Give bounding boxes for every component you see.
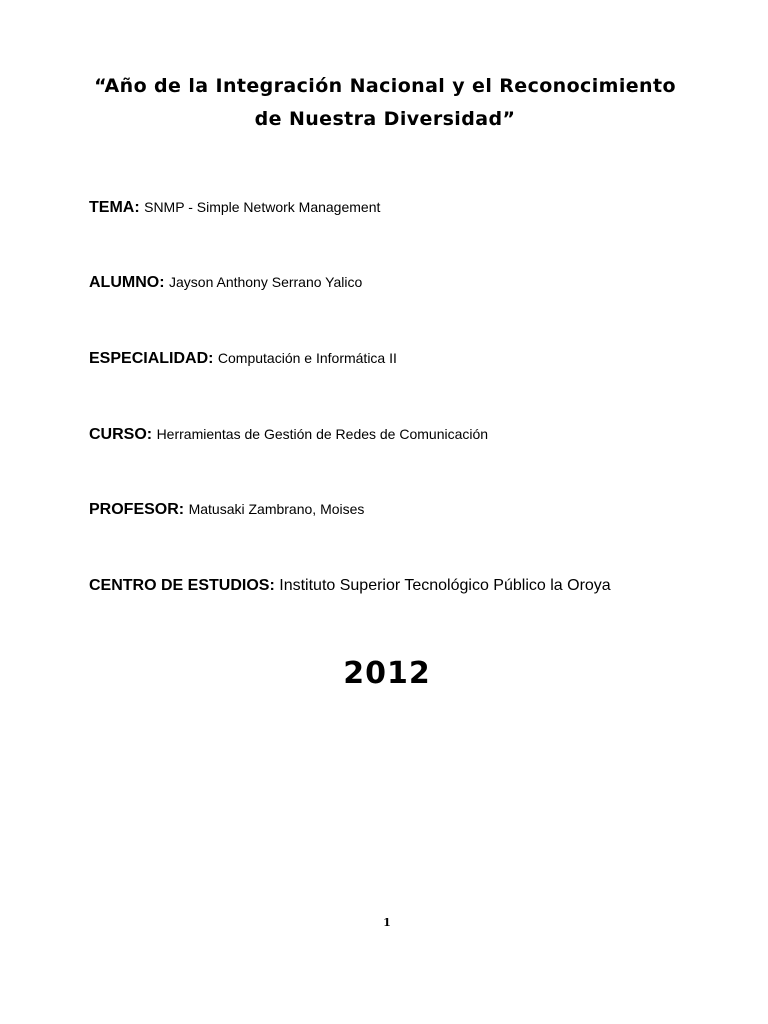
motto-line-2: de Nuestra Diversidad” [254,108,516,130]
motto-line-1: “Año de la Integración Nacional y el Reconocimiento [94,75,676,97]
curso-value: Herramientas de Gestión de Redes de Comunicación [156,426,489,442]
field-curso [89,426,749,444]
especialidad-value: Computación e Informática II [217,350,397,366]
profesor-value: Matusaki Zambrano, Moises [188,501,365,517]
alumno-label: ALUMNO: [89,274,165,291]
tema-value: SNMP - Simple Network Management [144,199,381,215]
year-motto [40,70,730,136]
centro-label: CENTRO DE ESTUDIOS: [89,577,275,594]
field-profesor [89,501,749,519]
field-especialidad [89,350,749,368]
field-centro-de-estudios [89,577,749,595]
profesor-label: PROFESOR: [89,501,185,518]
especialidad-label: ESPECIALIDAD: [89,350,214,367]
page-number: 1 [383,916,391,929]
tema-label: TEMA: [89,199,140,216]
field-tema [89,199,749,217]
centro-value: Instituto Superior Tecnológico Público la Oroya [279,577,611,594]
alumno-value: Jayson Anthony Serrano Yalico [169,274,363,290]
curso-label: CURSO: [89,426,153,443]
field-alumno [89,274,749,292]
year-heading: 2012 [343,656,431,691]
